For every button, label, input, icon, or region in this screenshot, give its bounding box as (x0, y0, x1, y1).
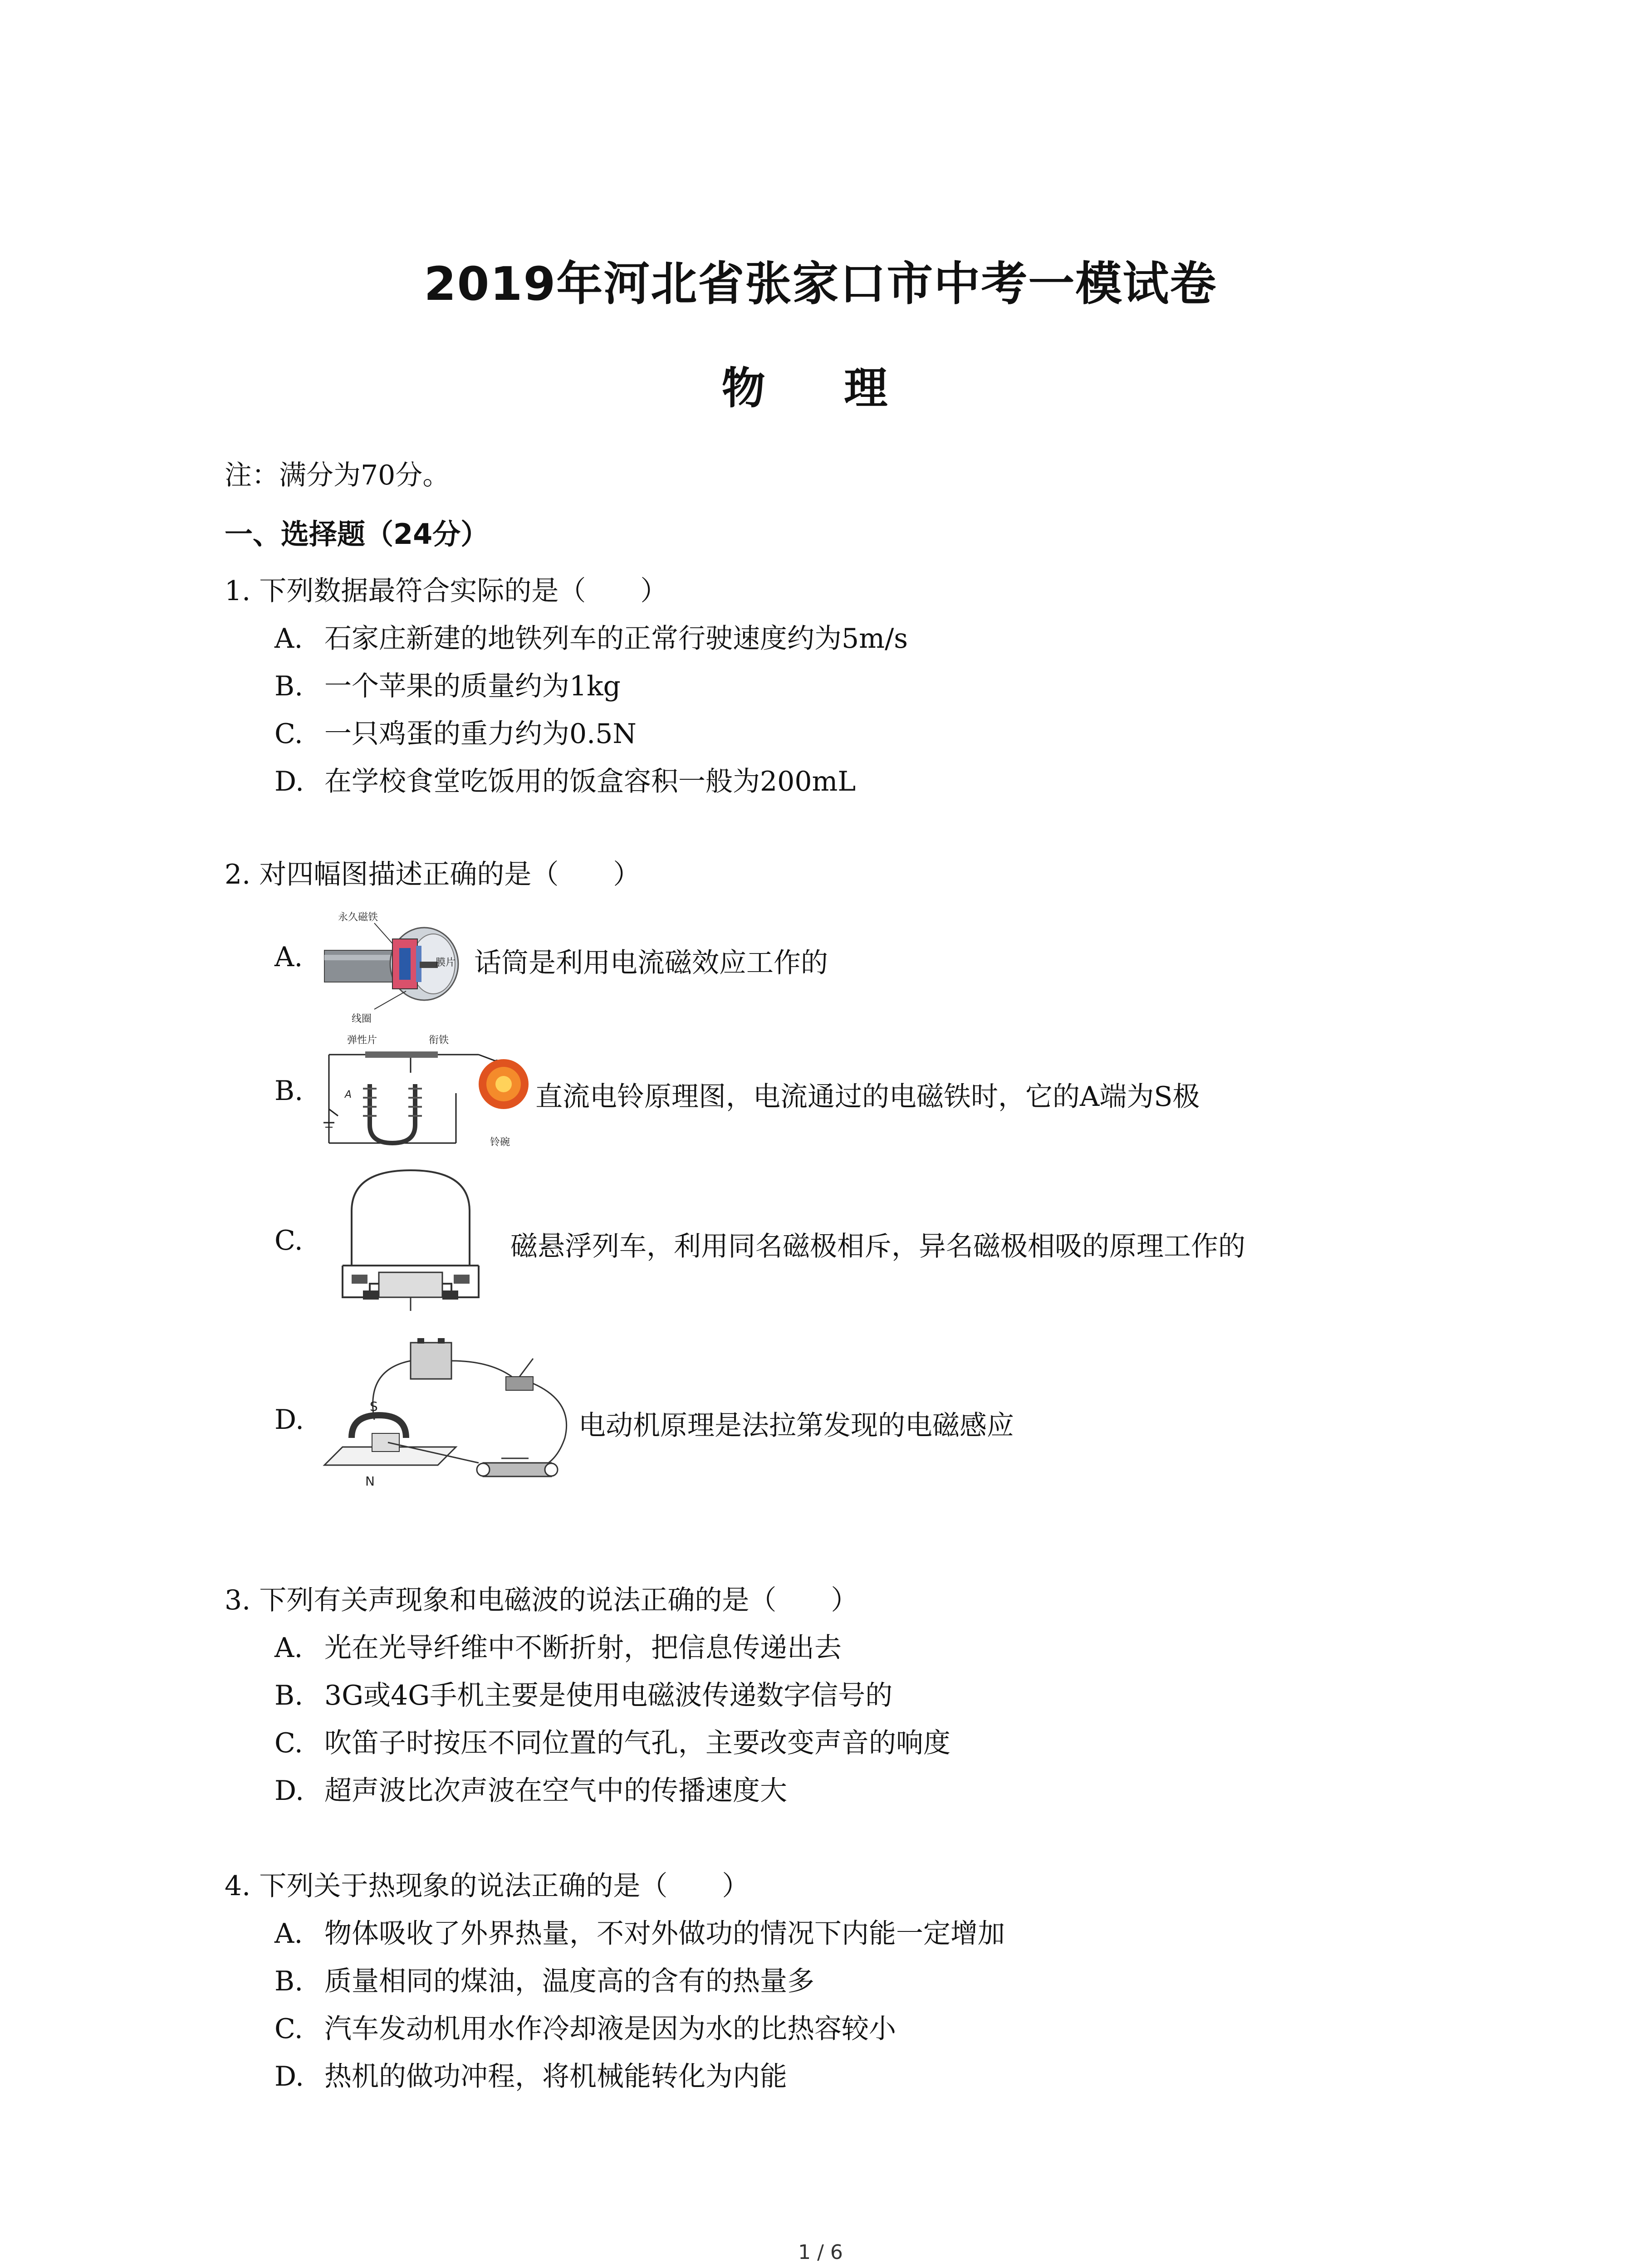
q4-option-d (274, 2055, 787, 2094)
option-letter: A. (274, 1632, 303, 1664)
option-text: 汽车发动机用水作冷却液是因为水的比热容较小 (324, 2013, 896, 2045)
option-text: 超声波比次声波在空气中的传播速度大 (324, 1775, 787, 1807)
option-text: 质量相同的煤油，温度高的含有的热量多 (324, 1965, 814, 1997)
microphone-figure (320, 905, 470, 1027)
fig-label-permanent-magnet: 永久磁铁 (338, 912, 378, 923)
q4-option-c (274, 2007, 896, 2046)
q2-option-c-letter: C. (274, 1225, 303, 1256)
option-letter: C. (274, 2013, 303, 2045)
q3-option-a (274, 1626, 842, 1665)
option-text: 物体吸收了外界热量，不对外做功的情况下内能一定增加 (324, 1918, 1005, 1950)
q1-stem: 1. 下列数据最符合实际的是（ ） (225, 575, 668, 607)
q1-option-a (274, 617, 908, 656)
q2-option-a-letter: A. (274, 941, 303, 973)
option-text: 在学校食堂吃饭用的饭盒容积一般为200mL (324, 766, 856, 797)
q3-option-c (274, 1721, 950, 1760)
q2-option-c-text: 磁悬浮列车，利用同名磁极相斥，异名磁极相吸的原理工作的 (510, 1231, 1245, 1262)
option-text: 光在光导纤维中不断折射，把信息传递出去 (324, 1632, 842, 1664)
option-letter: A. (274, 623, 303, 655)
q2-stem: 2. 对四幅图描述正确的是（ ） (225, 859, 641, 890)
q1-option-c (274, 712, 637, 751)
option-letter: B. (274, 1680, 304, 1711)
option-text: 吹笛子时按压不同位置的气孔，主要改变声音的响度 (324, 1727, 950, 1759)
fig-label-coil: 线圈 (352, 1013, 372, 1025)
option-letter: C. (274, 1727, 303, 1759)
fig-label-armature: 衔铁 (429, 1035, 449, 1046)
q2-option-b-letter: B. (274, 1075, 304, 1107)
q2-option-d-text: 电动机原理是法拉第发现的电磁感应 (578, 1410, 1014, 1442)
score-note: 注：满分为70分。 (225, 459, 450, 491)
q2-option-b-text: 直流电铃原理图，电流通过的电磁铁时，它的A端为S极 (535, 1081, 1200, 1113)
q4-stem: 4. 下列关于热现象的说法正确的是（ ） (225, 1870, 749, 1902)
q3-stem: 3. 下列有关声现象和电磁波的说法正确的是（ ） (225, 1584, 858, 1616)
fig-label-diaphragm: 膜片 (436, 957, 456, 968)
option-letter: B. (274, 1965, 304, 1997)
motor-experiment-figure (320, 1334, 592, 1497)
fig-label-spring-plate: 弹性片 (347, 1035, 377, 1046)
q3-option-b (274, 1674, 892, 1713)
option-letter: D. (274, 766, 304, 797)
maglev-train-figure (324, 1161, 506, 1325)
q3-option-d (274, 1769, 787, 1808)
q1-option-d (274, 760, 856, 799)
fig-label-n-pole: N (365, 1474, 375, 1489)
option-text: 3G或4G手机主要是使用电磁波传递数字信号的 (324, 1680, 893, 1711)
option-letter: A. (274, 1918, 303, 1950)
q2-option-d-letter: D. (274, 1404, 304, 1436)
q2-option-a-text: 话筒是利用电流磁效应工作的 (474, 947, 828, 979)
option-letter: B. (274, 670, 304, 702)
subject-title: 物 理 (721, 363, 920, 414)
fig-label-end-a: A (345, 1089, 352, 1100)
fig-label-bell-bowl: 铃碗 (490, 1137, 510, 1148)
q4-option-a (274, 1912, 1005, 1951)
option-letter: C. (274, 718, 303, 750)
option-letter: D. (274, 2061, 304, 2092)
page-title: 2019年河北省张家口市中考一模试卷 (424, 257, 1217, 311)
q4-option-b (274, 1960, 814, 1999)
option-text: 一个苹果的质量约为1kg (324, 670, 621, 702)
electric-bell-figure (320, 1030, 538, 1152)
page-number: 1 / 6 (798, 2241, 843, 2264)
q1-option-b (274, 665, 621, 704)
fig-label-s-pole: S (370, 1399, 378, 1414)
option-text: 一只鸡蛋的重力约为0.5N (324, 718, 637, 750)
option-text: 热机的做功冲程，将机械能转化为内能 (324, 2061, 787, 2092)
option-text: 石家庄新建的地铁列车的正常行驶速度约为5m/s (324, 623, 908, 655)
section-heading: 一、选择题（24分） (225, 518, 489, 551)
option-letter: D. (274, 1775, 304, 1807)
